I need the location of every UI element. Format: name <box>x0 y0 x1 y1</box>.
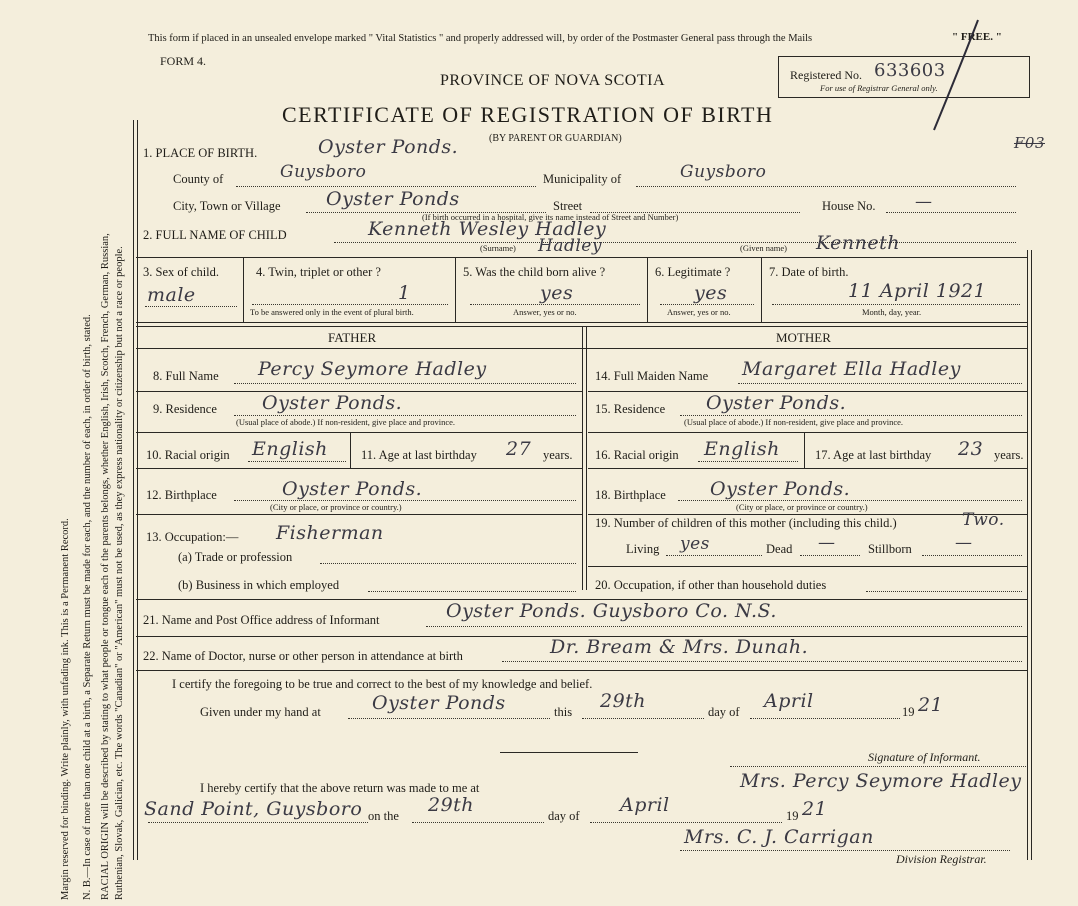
mother-race-value: English <box>704 438 780 460</box>
father-race-value: English <box>252 438 328 460</box>
doctor-label: 22. Name of Doctor, nurse or other person in attendance at birth <box>143 649 463 663</box>
mother-name-line <box>738 383 1022 384</box>
left-frame-border <box>133 120 138 860</box>
registrar-day-line <box>412 822 544 823</box>
registrar-caption: Division Registrar. <box>896 852 987 866</box>
county-label: County of <box>173 172 224 186</box>
place-of-birth-value: Oyster Ponds. <box>318 136 459 158</box>
children-count-label: 19. Number of children of this mother (including this child.) <box>595 516 897 530</box>
father-age-value: 27 <box>506 438 532 460</box>
stillborn-value: — <box>955 533 973 553</box>
row3-top-rule <box>136 257 1027 258</box>
father-residence-line <box>234 415 576 416</box>
mother-race-label: 16. Racial origin <box>595 448 679 462</box>
informant-value: Oyster Ponds. Guysboro Co. N.S. <box>446 600 777 622</box>
living-value: yes <box>680 534 710 554</box>
city-label: City, Town or Village <box>173 199 281 213</box>
mother-birthplace-note: (City or place, or province or country.) <box>736 502 868 512</box>
father-row-rule-4 <box>136 514 582 515</box>
mother-birthplace-line <box>678 500 1022 501</box>
father-residence-value: Oyster Ponds. <box>262 392 403 414</box>
father-heading: FATHER <box>328 330 377 345</box>
registrar-month-value: April <box>620 794 670 816</box>
mother-row-rule-3 <box>588 468 1027 469</box>
row3-divider-1 <box>243 257 244 322</box>
children-count-value: Two. <box>962 510 1005 530</box>
father-residence-note: (Usual place of abode.) If non-resident, give place and province. <box>236 417 456 427</box>
business-line <box>368 591 576 592</box>
registrar-day-value: 29th <box>428 794 475 816</box>
sex-line <box>145 306 237 307</box>
mother-residence-value: Oyster Ponds. <box>706 392 847 414</box>
born-alive-label: 5. Was the child born alive ? <box>463 265 606 279</box>
dead-value: — <box>818 533 836 553</box>
day-of-label: day of <box>708 705 740 719</box>
given-place-line <box>348 718 550 719</box>
margin-note-binding: Margin reserved for binding. Write plainly, with unfading ink. This is a Permanent Record. <box>60 518 71 900</box>
registrar-use-note: For use of Registrar General only. <box>820 83 938 93</box>
father-years-label: years. <box>543 448 573 462</box>
business-label: (b) Business in which employed <box>178 578 340 592</box>
given-place-value: Oyster Ponds <box>372 692 506 714</box>
margin-note-multiple-births: N. B.—In case of more than one child at a birth, a Separate Return must be made for each, and the number of each, in order of birth, stated. <box>82 314 93 900</box>
father-row-rule-2 <box>136 432 582 433</box>
child-name-line <box>334 242 1016 243</box>
on-the-label: on the <box>368 809 399 823</box>
registrar-day-of-label: day of <box>548 809 580 823</box>
father-race-label: 10. Racial origin <box>146 448 230 462</box>
month-line <box>750 718 900 719</box>
birth-date-note: Month, day, year. <box>862 307 922 317</box>
registrar-place-line <box>148 822 368 823</box>
day-value: 29th <box>600 690 647 712</box>
street-label: Street <box>553 199 583 213</box>
certify-statement: I certify the foregoing to be true and correct to the best of my knowledge and belief. <box>172 677 593 691</box>
mother-name-label: 14. Full Maiden Name <box>595 369 709 383</box>
right-frame-border <box>1027 250 1032 860</box>
father-residence-label: 9. Residence <box>153 402 217 416</box>
dead-line <box>800 555 860 556</box>
given-name-value: Kenneth <box>816 232 901 254</box>
legitimate-note: Answer, yes or no. <box>667 307 731 317</box>
mother-age-value: 23 <box>958 438 984 460</box>
municipality-value: Guysboro <box>680 162 767 182</box>
informant-line <box>426 626 1022 627</box>
year-prefix: 19 <box>902 705 915 719</box>
legitimate-value: yes <box>694 282 728 304</box>
surname-label: (Surname) <box>480 243 516 253</box>
house-number-label: House No. <box>822 199 876 213</box>
father-name-value: Percy Seymore Hadley <box>258 358 487 380</box>
father-birthplace-line <box>234 500 576 501</box>
birth-date-line <box>772 304 1020 305</box>
mother-row-rule-2 <box>588 432 1027 433</box>
mother-race-age-divider <box>804 432 805 468</box>
child-name-value: Kenneth Wesley Hadley <box>368 218 607 240</box>
mother-name-value: Margaret Ella Hadley <box>742 358 961 380</box>
row3-divider-3 <box>647 257 648 322</box>
given-name-label: (Given name) <box>740 243 787 253</box>
mother-residence-line <box>680 415 1022 416</box>
row3-divider-2 <box>455 257 456 322</box>
father-occupation-label: 13. Occupation:— <box>146 530 239 544</box>
born-alive-value: yes <box>540 282 574 304</box>
father-birthplace-value: Oyster Ponds. <box>282 478 423 500</box>
informant-label: 21. Name and Post Office address of Informant <box>143 613 380 627</box>
certificate-title: CERTIFICATE OF REGISTRATION OF BIRTH <box>282 102 774 127</box>
twin-note: To be answered only in the event of plural birth. <box>250 307 414 317</box>
doctor-value: Dr. Bream & Mrs. Dunah. <box>550 636 809 658</box>
this-label: this <box>554 705 573 719</box>
registrar-year-prefix: 19 <box>786 809 799 823</box>
certify-separator <box>500 752 638 753</box>
doctor-bottom-rule <box>136 670 1027 671</box>
registrar-certify-label: I hereby certify that the above return was made to me at <box>200 781 480 795</box>
father-birthplace-note: (City or place, or province or country.) <box>270 502 402 512</box>
hospital-note: (If birth occurred in a hospital, give its name instead of Street and Number) <box>422 212 679 222</box>
child-name-label: 2. FULL NAME OF CHILD <box>143 228 287 242</box>
form-number: FORM 4. <box>160 54 207 68</box>
mother-birthplace-label: 18. Birthplace <box>595 488 666 502</box>
county-value: Guysboro <box>280 162 367 182</box>
birth-date-value: 11 April 1921 <box>848 280 987 302</box>
registrar-place-value: Sand Point, Guysboro <box>144 798 363 820</box>
mother-birthplace-value: Oyster Ponds. <box>710 478 851 500</box>
informant-signature-line <box>730 766 1026 767</box>
house-number-value: — <box>915 192 933 212</box>
twin-value: 1 <box>398 282 411 304</box>
sex-label: 3. Sex of child. <box>143 265 220 279</box>
legitimate-line <box>660 304 754 305</box>
twin-line <box>252 304 448 305</box>
mother-residence-note: (Usual place of abode.) If non-resident, give place and province. <box>684 417 904 427</box>
registrar-year-value: 21 <box>802 798 828 820</box>
mother-age-label: 17. Age at last birthday <box>815 448 932 462</box>
given-under-hand-label: Given under my hand at <box>200 705 321 719</box>
registrar-check-stroke <box>928 16 988 136</box>
municipality-line <box>636 186 1016 187</box>
city-value: Oyster Ponds <box>326 188 460 210</box>
registered-label: Registered No. <box>790 68 862 82</box>
trade-label: (a) Trade or profession <box>178 550 293 564</box>
mother-occupation-label: 20. Occupation, if other than household duties <box>595 578 827 592</box>
trade-line <box>320 563 576 564</box>
father-birthplace-label: 12. Birthplace <box>146 488 217 502</box>
row3-divider-4 <box>761 257 762 322</box>
father-race-line <box>248 461 346 462</box>
living-line <box>666 555 762 556</box>
mother-heading: MOTHER <box>776 330 831 345</box>
margin-note-racial-origin-cont: Ruthenian, Slovak, Galician, etc. The words "Canadian" or "American" must not be used, as they express nationality or citizenship but not a race or people. <box>114 246 125 900</box>
mother-residence-label: 15. Residence <box>595 402 666 416</box>
mother-years-label: years. <box>994 448 1024 462</box>
mother-row-rule-5 <box>588 566 1027 567</box>
struck-number: F03 <box>1014 134 1045 152</box>
county-line <box>236 186 536 187</box>
born-alive-note: Answer, yes or no. <box>513 307 577 317</box>
house-number-line <box>886 212 1016 213</box>
row3-bottom-rule <box>136 322 1027 323</box>
margin-note-racial-origin: RACIAL ORIGIN will be described by stating to what people or tongue each of the parents belongs, whether English, Irish, Scotch, French, German, Russian, <box>100 233 111 900</box>
stillborn-line <box>922 555 1022 556</box>
informant-signature: Mrs. Percy Seymore Hadley <box>740 770 1022 792</box>
postal-note: This form if placed in an unsealed envelope marked " Vital Statistics " and properly addressed will, by order of the Postmaster General pass through the Mails <box>148 33 813 44</box>
father-name-line <box>234 383 576 384</box>
father-age-label: 11. Age at last birthday <box>361 448 477 462</box>
sex-value: male <box>147 284 196 306</box>
dead-label: Dead <box>766 542 793 556</box>
registrar-month-line <box>590 822 782 823</box>
registrar-signature-line <box>680 850 1010 851</box>
father-name-label: 8. Full Name <box>153 369 219 383</box>
father-race-age-divider <box>350 432 351 468</box>
month-value: April <box>764 690 814 712</box>
father-occupation-value: Fisherman <box>276 522 384 544</box>
day-line <box>582 718 704 719</box>
doctor-line <box>502 661 1022 662</box>
registered-number: 633603 <box>874 60 946 81</box>
stillborn-label: Stillborn <box>868 542 912 556</box>
registrar-signature: Mrs. C. J. Carrigan <box>684 826 874 848</box>
twin-label: 4. Twin, triplet or other ? <box>256 265 381 279</box>
legitimate-label: 6. Legitimate ? <box>655 265 731 279</box>
living-label: Living <box>626 542 660 556</box>
free-mark: " FREE. " <box>952 31 1002 43</box>
province-heading: PROVINCE OF NOVA SCOTIA <box>440 72 666 89</box>
informant-signature-caption: Signature of Informant. <box>868 750 981 764</box>
mother-occupation-line <box>866 591 1022 592</box>
certificate-subtitle: (BY PARENT OR GUARDIAN) <box>489 133 622 144</box>
place-of-birth-label: 1. PLACE OF BIRTH. <box>143 146 258 160</box>
parents-center-divider <box>582 326 587 590</box>
year-value: 21 <box>918 694 944 716</box>
municipality-label: Municipality of <box>543 172 622 186</box>
born-alive-line <box>470 304 640 305</box>
birth-date-label: 7. Date of birth. <box>769 265 849 279</box>
surname-value: Hadley <box>538 236 602 256</box>
father-row-rule-3 <box>136 468 582 469</box>
mother-race-line <box>698 461 798 462</box>
